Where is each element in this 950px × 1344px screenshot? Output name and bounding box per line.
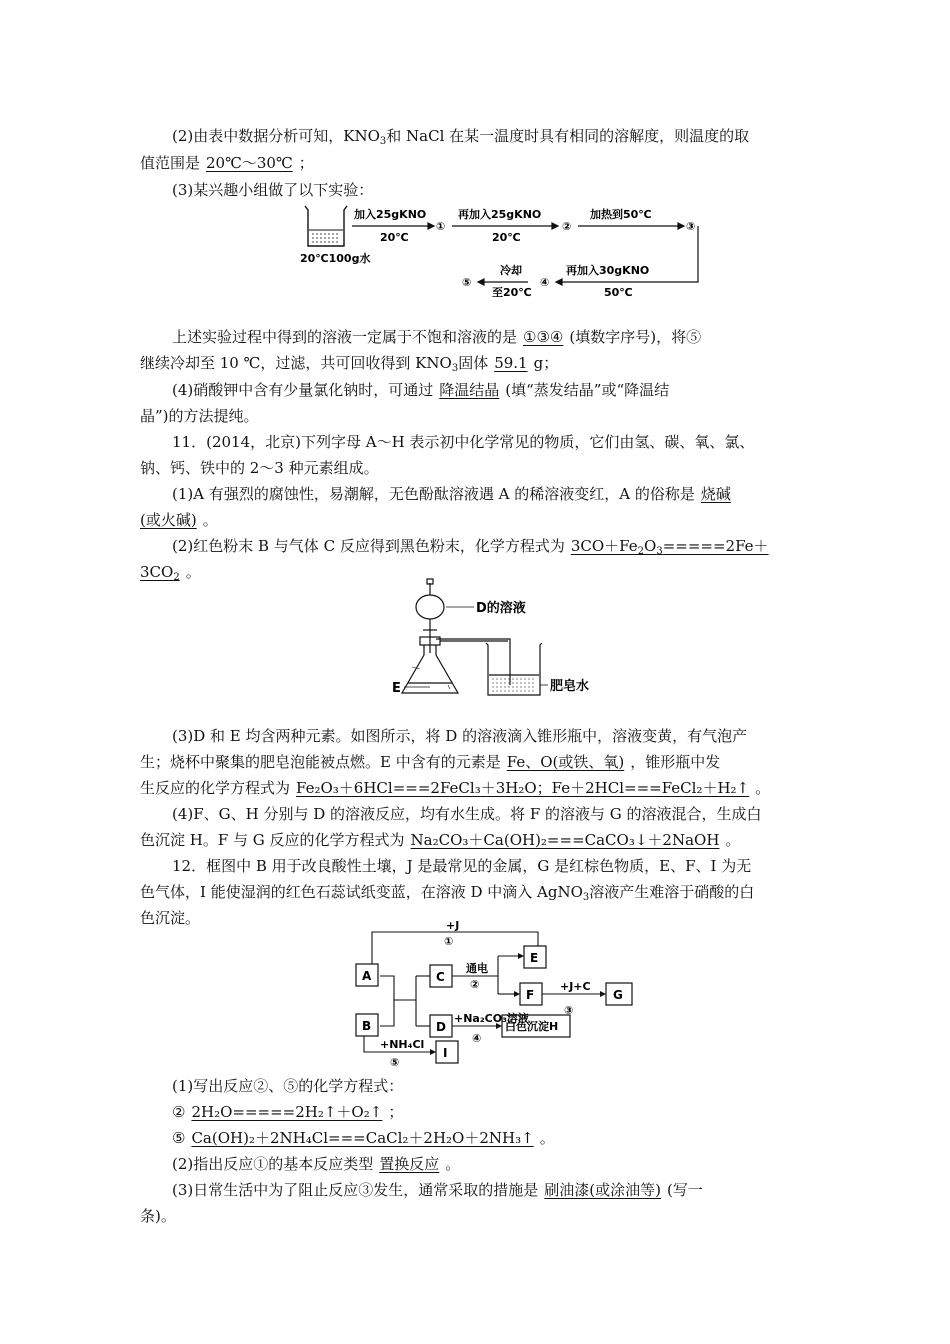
step2-label: 再加入25gKNO (458, 208, 542, 221)
answer-reaction-type: 置换反应 (379, 1155, 440, 1173)
reaction-flow-chart (350, 920, 650, 1075)
step4-label: 再加入30gKNO (566, 264, 650, 277)
q11-p3-line3: 生反应的化学方程式为 Fe₂O₃＋6HCl===2FeCl₃＋3H₂O；Fe＋2HCl===FeCl₂＋H₂↑ 。 (140, 779, 771, 797)
q12-p3-line1: (3)日常生活中为了阻止反应③发生，通常采取的措施是 刷油漆(或涂油等) (写一 (172, 1181, 703, 1199)
answer-f-g-equation: Na₂CO₃＋Ca(OH)₂===CaCO₃↓＋2NaOH (410, 831, 720, 849)
node-i: I (443, 1046, 448, 1060)
q12-p1-prompt: (1)写出反应②、⑤的化学方程式： (172, 1077, 404, 1095)
label-e: E (392, 681, 401, 696)
reaction-2-condition: 通电 (466, 962, 488, 975)
q11-p3-line2: 生；烧杯中聚集的肥皂泡能被点燃。E 中含有的元素是 Fe、O(或铁、氧) ，锥形瓶中发 (140, 753, 721, 771)
q11-stem-line1: 11．(2014，北京)下列字母 A～H 表示初中化学常见的物质，它们由氢、碳、氧、氯、 (172, 433, 755, 451)
state-4: ④ (540, 276, 550, 289)
node-f: F (526, 988, 535, 1002)
q10-2-line1: (2)由表中数据分析可知，$KNO_3$和 NaCl 在某一温度时具有相同的溶解度，则温度的取 (172, 127, 750, 147)
q11-p3-line1: (3)D 和 E 均含两种元素。如图所示，将 D 的溶液滴入锥形瓶中，溶液变黄，有气泡产 (172, 727, 748, 745)
answer-reaction-5: Ca(OH)₂＋2NH₄Cl===CaCl₂＋2H₂O＋2NH₃↑ (191, 1129, 534, 1147)
q11-p2-line2: $3CO_2$ 。 (140, 563, 201, 583)
label-d-solution: D的溶液 (476, 601, 526, 616)
reaction-5-number: ⑤ (390, 1056, 400, 1069)
q10-2-line2: 值范围是 20℃～30℃ ； (140, 154, 314, 172)
reaction-1-reagent: +J (446, 920, 460, 932)
q10-3-line1: 上述实验过程中得到的溶液一定属于不饱和溶液的是 ①③④ (填数字序号)，将⑤ (172, 328, 702, 346)
step3-label: 加热到50℃ (590, 208, 652, 221)
node-e: E (530, 951, 539, 965)
reaction-5-reagent: +NH₄Cl (380, 1038, 425, 1051)
experiment-flow-diagram (300, 200, 700, 300)
state-5: ⑤ (462, 276, 472, 289)
reaction-1-number: ① (444, 935, 454, 948)
reaction-4-reagent: +Na₂CO₃溶液 (454, 1012, 529, 1025)
q11-p1-line2: (或火碱) 。 (140, 511, 218, 529)
answer-equation-b-c: $3CO+Fe_2O_3=====2Fe+$ (570, 537, 769, 557)
state-3: ③ (686, 220, 696, 233)
step4-temp: 50℃ (604, 286, 633, 299)
answer-temperature-range: 20℃～30℃ (206, 154, 293, 172)
q10-3-intro: (3)某兴趣小组做了以下实验： (172, 181, 374, 199)
q11-p1-line1: (1)A 有强烈的腐蚀性，易潮解，无色酚酞溶液遇 A 的稀溶液变红，A 的俗称是 烧碱 (172, 485, 731, 503)
node-h: 白色沉淀H (505, 1020, 559, 1033)
answer-equation-b-c-cont: $3CO_2$ (140, 563, 180, 583)
q12-p3-line2: 条)。 (140, 1207, 176, 1225)
q10-4-line1: (4)硝酸钾中含有少量氯化钠时，可通过 降温结晶 (填“蒸发结晶”或“降温结 (172, 381, 670, 399)
apparatus-figure (390, 575, 600, 705)
separatory-funnel-icon (416, 595, 444, 619)
answer-purification: 降温结晶 (439, 381, 500, 399)
answer-a-name: 烧碱 (700, 485, 731, 503)
node-c: C (436, 970, 445, 984)
q11-p4-line2: 色沉淀 H。F 与 G 反应的化学方程式为 Na₂CO₃＋Ca(OH)₂===CaCO₃↓＋2NaOH 。 (140, 831, 741, 849)
step1-temp: 20℃ (380, 231, 409, 244)
reaction-3-reagent: +J+C (560, 980, 591, 993)
answer-recovered-mass: 59.1 (494, 354, 528, 372)
step5-label: 冷却 (500, 264, 522, 277)
step5-temp: 至20℃ (492, 286, 532, 299)
q10-3-line2: 继续冷却至 10 ℃，过滤，共可回收得到 $KNO_3$固体 59.1 g； (140, 354, 559, 374)
answer-flask-equations: Fe₂O₃＋6HCl===2FeCl₃＋3H₂O；Fe＋2HCl===FeCl₂＋H₂↑ (296, 779, 750, 797)
q12-stem-line2: 色气体，I 能使湿润的红色石蕊试纸变蓝，在溶液 D 中滴入 AgNO$_3$溶液产生难溶于硝酸的白 (140, 883, 755, 903)
state-1: ① (436, 220, 446, 233)
q12-stem-line1: 12．框图中 B 用于改良酸性土壤，J 是最常见的金属，G 是红棕色物质，E、F、I 为无 (172, 857, 752, 875)
answer-a-name-alt: (或火碱) (140, 511, 197, 529)
q11-p4-line1: (4)F、G、H 分别与 D 的溶液反应，均有水生成。将 F 的溶液与 G 的溶液混合，生成白 (172, 805, 762, 823)
node-d: D (436, 1020, 446, 1034)
node-g: G (613, 988, 623, 1002)
beaker-caption: 20℃100g水 (300, 252, 371, 265)
step2-temp: 20℃ (492, 231, 521, 244)
beaker-icon (305, 206, 347, 246)
reaction-2-number: ② (470, 978, 480, 991)
node-a: A (362, 969, 372, 983)
q11-p2-line1: (2)红色粉末 B 与气体 C 反应得到黑色粉末，化学方程式为 $3CO+Fe_2O_3=====2Fe+$ (172, 537, 769, 557)
q12-eq2-line: ② 2H₂O=====2H₂↑＋O₂↑ ； (172, 1103, 404, 1121)
q12-eq5-line: ⑤ Ca(OH)₂＋2NH₄Cl===CaCl₂＋2H₂O＋2NH₃↑ 。 (172, 1129, 555, 1147)
reaction-4-number: ④ (472, 1032, 482, 1045)
reaction-3-number: ③ (564, 1004, 574, 1017)
q11-stem-line2: 钠、钙、铁中的 2～3 种元素组成。 (140, 459, 379, 477)
q12-stem-line3: 色沉淀。 (140, 909, 201, 927)
state-2: ② (562, 220, 572, 233)
answer-e-elements: Fe、O(或铁、氧) (506, 753, 625, 771)
node-b: B (362, 1019, 372, 1033)
step1-label: 加入25gKNO (354, 208, 427, 221)
answer-unsaturated: ①③④ (523, 328, 564, 346)
answer-rust-prevention: 刷油漆(或涂油等) (544, 1181, 661, 1199)
q12-p2-line: (2)指出反应①的基本反应类型 置换反应 。 (172, 1155, 461, 1173)
label-soap-water: 肥皂水 (550, 679, 590, 694)
q10-4-line2: 晶”)的方法提纯。 (140, 407, 259, 425)
answer-reaction-2: 2H₂O=====2H₂↑＋O₂↑ (191, 1103, 383, 1121)
